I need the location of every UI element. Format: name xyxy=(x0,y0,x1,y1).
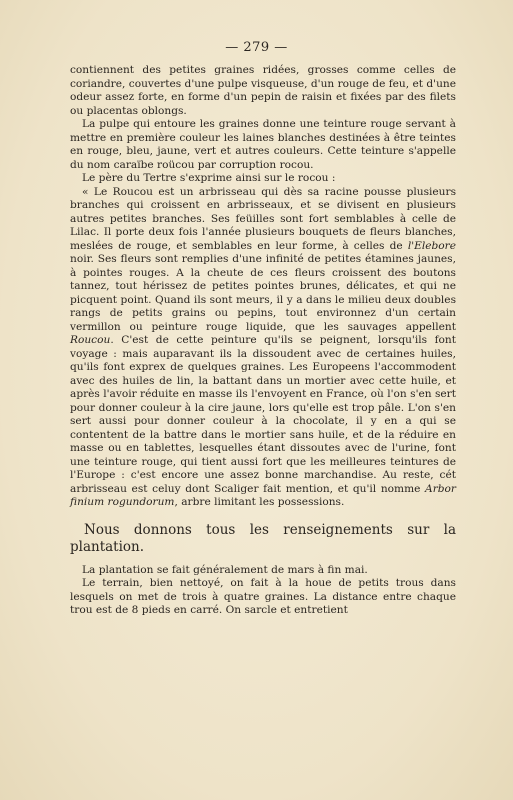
page-body xyxy=(70,64,456,618)
quote-arbor: Arbor finium rogundorum xyxy=(70,482,456,508)
quote-part-d: , arbre limitant les possessions. xyxy=(174,496,345,508)
terrain-paragraph: Le terrain, bien nettoyé, on fait à la houe de petits trous dans lesquels on met de trois à quatre graines. La distance entre chaque trou est de 8 pieds en carré. On sarcle et entretient xyxy=(70,577,456,616)
quote-part-c: . C'est de cette peinture qu'ils se peignent, lorsqu'ils font voyage : mais auparavant ils la dissoudent avec de certaines huiles, qu'ils font exprex de quelques graines. Les Europeens l'accommodent avec des huiles de lin, la battant dans un mortier avec cette huile, et après l'avoir réduite en masse ils l'envoyent en France, où l'on s'en sert pour donner couleur à la cire jaune, lors qu'elle est trop pâle. L'on s'en sert aussi pour donner couleur à la chocolate, il y en a qui se contentent de la battre dans le mortier sans huile, et de la réduire en masse ou en tablettes, lesquelles étant dissoutes avec de l'urine, font une teinture rouge, qui tient aussi fort que les meilleures teintures de l'Europe : c'est encore une assez bonne marchandise. Au reste, cét arbrisseau est celuy dont Scaliger fait mention, et qu'il nomme xyxy=(70,334,456,495)
pulpe-paragraph: La pulpe qui entoure les graines donne une teinture rouge servant à mettre en première couleur les laines blanches destinées à être teintes en rouge, bleu, jaune, vert et autres couleurs. Cette teinture s'appelle du nom caraïbe roücou par corruption rocou. xyxy=(70,118,456,171)
quote-elebore: l'Elebore xyxy=(407,239,456,252)
quotation-block xyxy=(70,186,456,510)
quote-part-a: « Le Roucou est un arbrisseau qui dès sa racine pousse plusieurs branches qui croissent en arbrisseaux, et se divisent en plusieurs autres petites branches. Ses feüilles sont fort semblables à celle de Lilac. Il porte deux fois l'année plusieurs bouquets de fleurs blanches, meslées de rouge, et semblables en leur forme, à celles de xyxy=(70,185,456,252)
quote-roucou: Roucou xyxy=(70,334,111,346)
section-heading: Nous donnons tous les renseignements sur la plantation. xyxy=(70,521,456,555)
page-number: — 279 — xyxy=(225,40,288,55)
continuation-paragraph: contiennent des petites graines ridées, grosses comme celles de coriandre, couvertes d'une pulpe visqueuse, d'un rouge de feu, et d'une odeur assez forte, en forme d'un pepin de raisin et fixées par des filets ou placentas oblongs. xyxy=(70,64,456,117)
quotation-paragraph xyxy=(70,186,456,510)
quote-part-b: noir. Ses fleurs sont remplies d'une infinité de petites étamines jaunes, à pointes rouges. A la cheute de ces fleurs croissent des boutons tannez, tout hérissez de petites pointes brunes, délicates, et qui ne picquent point. Quand ils sont meurs, il y a dans le milieu deux doubles rangs de petits grains ou pepins, tout environnez d'un certain vermillon ou peinture rouge liquide, que les sauvages appellent xyxy=(70,253,456,333)
plantation-paragraph: La plantation se fait généralement de mars à fin mai. xyxy=(82,563,368,576)
pere-du-tertre-paragraph: Le père du Tertre s'exprime ainsi sur le rocou : xyxy=(82,172,336,184)
